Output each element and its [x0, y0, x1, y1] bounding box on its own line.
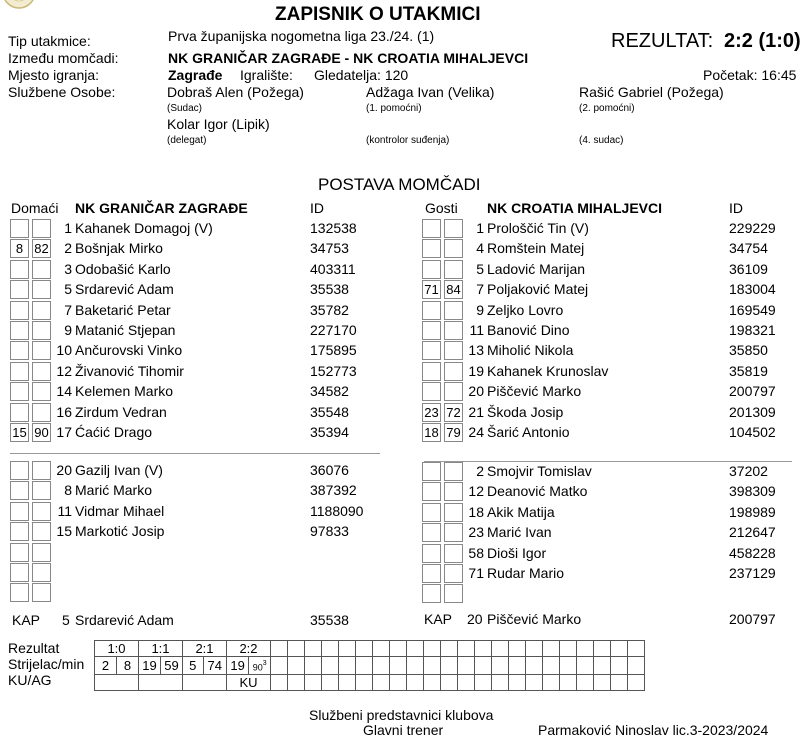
away-starter-player-number: 9: [476, 301, 484, 318]
home-starter-player-id: 35548: [310, 403, 349, 420]
empty-scorer-cell: [475, 657, 492, 675]
scorer-number: 19: [227, 657, 249, 675]
kuag-cell: [183, 675, 227, 691]
pitch-label: Igralište:: [240, 67, 293, 83]
away-starter-sub-minute-in: [422, 382, 441, 401]
empty-kuag-cell: [475, 675, 492, 691]
away-starter-player-name: Šarić Antonio: [487, 424, 570, 440]
empty-kuag-cell: [390, 675, 407, 691]
official-assistant1-name: Adžaga Ivan (Velika): [366, 84, 495, 100]
home-starter-player-number: 12: [56, 362, 72, 379]
away-sub-player-number: 23: [468, 524, 484, 541]
home-sub-player-name: Gazilj Ivan (V): [75, 462, 163, 478]
empty-kuag-cell: [526, 675, 543, 691]
empty-kuag-cell: [305, 675, 322, 691]
away-starter-sub-minute-in: [422, 301, 441, 320]
empty-scorer-cell: [560, 657, 577, 675]
empty-score-cell: [543, 641, 560, 657]
home-captain-name: Srdarević Adam: [75, 612, 174, 628]
home-starter-sub-minute-out: 90: [32, 423, 51, 442]
empty-kuag-cell: [356, 675, 373, 691]
scorer-number: 2: [95, 657, 117, 675]
home-label: Domaći: [11, 200, 59, 216]
away-sub-player-id: 198989: [729, 503, 776, 520]
away-starter-player-number: 21: [468, 403, 484, 420]
away-starter-player-name: Ladović Marijan: [487, 260, 586, 277]
away-starter-player-name: Miholić Nikola: [487, 342, 574, 359]
scorer-minute: [161, 657, 183, 675]
club-representatives-label: Službeni predstavnici klubova: [309, 707, 494, 723]
away-starter-player-id: 36109: [729, 260, 768, 277]
empty-score-cell: [611, 641, 628, 657]
home-sub-player-name: Vidmar Mihael: [75, 502, 165, 519]
away-starter-sub-minute-out: [444, 341, 463, 360]
away-starter-sub-minute-in: [422, 219, 441, 238]
empty-score-cell: [594, 641, 611, 657]
empty-scorer-cell: [424, 657, 441, 675]
spectators: Gledatelja: 120: [314, 67, 409, 83]
home-sub-player-id: 1188090: [310, 502, 364, 519]
away-sub-player-id: 398309: [729, 483, 776, 500]
empty-scorer-cell: [543, 657, 560, 675]
away-sub-player-name: Marić Ivan: [487, 524, 552, 541]
head-coach-label: Glavni trener: [363, 722, 444, 738]
empty-scorer-cell: [407, 657, 424, 675]
kuag-cell: [95, 675, 139, 691]
home-starter-player-name: Bošnjak Mirko: [75, 240, 163, 257]
empty-score-cell: [577, 641, 594, 657]
empty-kuag-cell: [509, 675, 526, 691]
home-captain-number: 5: [62, 612, 70, 628]
scorer-minute: [117, 657, 139, 675]
official-controller-role: (kontrolor suđenja): [366, 135, 450, 146]
away-starter-player-name: Škoda Josip: [487, 403, 564, 420]
empty-score-cell: [458, 641, 475, 657]
empty-kuag-cell: [543, 675, 560, 691]
away-starter-player-name: Piščević Marko: [487, 383, 582, 400]
between-value: NK GRANIČAR ZAGRAĐE - NK CROATIA MIHALJEVCI: [168, 50, 529, 66]
home-captain-label: KAP: [12, 612, 41, 628]
home-sub-player-number: 8: [64, 482, 72, 499]
home-starter-sub-minute-in: 8: [10, 239, 29, 258]
away-sub-player-id: 212647: [729, 524, 776, 541]
empty-kuag-cell: [441, 675, 458, 691]
away-captain-name: Piščević Marko: [487, 611, 582, 627]
away-sub-sub-minute-out: [444, 523, 463, 542]
empty-kuag-cell: [339, 675, 356, 691]
empty-scorer-cell: [577, 657, 594, 675]
home-starter-player-number: 1: [64, 220, 72, 236]
away-starter-row: [0, 238, 807, 258]
away-starter-player-id: 35819: [729, 362, 768, 379]
head-coach-name: Parmaković Ninoslav lic.3-2023/2024: [538, 722, 769, 738]
official-assistant1-role: (1. pomoćni): [366, 103, 422, 114]
away-starter-sub-minute-in: 18: [422, 423, 441, 442]
home-starter-player-id: 35394: [310, 424, 349, 440]
away-sub-sub-minute-out: [444, 564, 463, 583]
stats-scorer-label: Strijelac/min: [8, 656, 85, 672]
away-starter-row: [0, 381, 807, 401]
home-starter-player-number: 10: [56, 342, 72, 359]
kuag-cell: KU: [227, 675, 271, 691]
home-starter-player-name: Zirdum Vedran: [75, 403, 167, 420]
home-sub-player-id: 36076: [310, 462, 349, 478]
home-sub-player-id: 387392: [310, 482, 357, 499]
empty-scorer-cell: [305, 657, 322, 675]
match-type-value: Prva županijska nogometna liga 23./24. (1): [168, 28, 435, 44]
stats-result-label: Rezultat: [8, 640, 60, 656]
empty-score-cell: [305, 641, 322, 657]
away-starter-player-number: 19: [468, 362, 484, 379]
scorer-extra-time: 3: [262, 660, 267, 667]
start-time: Početak: 16:45: [703, 67, 797, 83]
away-starter-sub-minute-in: 71: [422, 280, 441, 299]
empty-scorer-cell: [611, 657, 628, 675]
between-label: Između momčadi:: [8, 50, 119, 66]
away-sub-row: [0, 522, 807, 542]
empty-score-cell: [322, 641, 339, 657]
home-starter-player-id: 152773: [310, 362, 357, 379]
scorer-minute-value: 8: [123, 657, 132, 673]
away-sub-sub-minute-in: [422, 584, 441, 603]
empty-score-cell: [407, 641, 424, 657]
home-team-name: NK GRANIČAR ZAGRAĐE: [75, 200, 248, 216]
home-starter-player-id: 227170: [310, 322, 357, 338]
home-sub-player-name: Markotić Josip: [75, 523, 165, 540]
empty-kuag-cell: [322, 675, 339, 691]
away-starter-player-id: 198321: [729, 322, 776, 338]
score-cell: 1:0: [95, 641, 139, 657]
empty-kuag-cell: [560, 675, 577, 691]
home-sub-player-number: 20: [56, 462, 72, 478]
league-logo-icon: [0, 0, 38, 10]
away-sub-player-id: 458228: [729, 544, 776, 561]
away-starter-row: [0, 361, 807, 381]
home-starter-player-name: Baketarić Petar: [75, 301, 171, 318]
empty-score-cell: [492, 641, 509, 657]
score-cell: 1:1: [139, 641, 183, 657]
away-starter-player-number: 5: [476, 260, 484, 277]
home-starter-player-id: 35782: [310, 301, 349, 318]
away-starter-sub-minute-out: [444, 382, 463, 401]
away-starter-player-id: 104502: [729, 424, 776, 440]
away-starter-row: [0, 402, 807, 422]
away-starter-player-number: 24: [468, 424, 484, 440]
score-cell: 2:2: [227, 641, 271, 657]
away-sub-player-id: 37202: [729, 463, 768, 479]
away-sub-player-number: 58: [468, 544, 484, 561]
empty-scorer-cell: [594, 657, 611, 675]
official-delegate-role: (delegat): [167, 135, 207, 146]
away-starter-sub-minute-in: [422, 239, 441, 258]
empty-kuag-cell: [577, 675, 594, 691]
scorer-minute-value: 90: [252, 662, 263, 673]
home-starter-player-name: Ćaćić Drago: [75, 424, 153, 440]
away-starter-sub-minute-in: [422, 341, 441, 360]
empty-scorer-cell: [390, 657, 407, 675]
away-sub-sub-minute-in: [422, 462, 441, 481]
home-starter-player-name: Kahanek Domagoj (V): [75, 220, 213, 236]
empty-scorer-cell: [628, 657, 645, 675]
away-sub-row: [0, 461, 807, 481]
empty-scorer-cell: [339, 657, 356, 675]
home-starter-player-number: 2: [64, 240, 72, 257]
away-starter-row: [0, 320, 807, 340]
empty-kuag-cell: [373, 675, 390, 691]
away-captain-number: 20: [467, 611, 483, 627]
away-sub-sub-minute-in: [422, 482, 441, 501]
empty-score-cell: [339, 641, 356, 657]
empty-scorer-cell: [441, 657, 458, 675]
away-sub-sub-minute-out: [444, 503, 463, 522]
scorer-minute-value: 74: [207, 657, 222, 673]
home-starter-player-name: Matanić Stjepan: [75, 322, 176, 338]
empty-kuag-cell: [611, 675, 628, 691]
away-sub-sub-minute-out: [444, 544, 463, 563]
empty-kuag-cell: [407, 675, 424, 691]
away-sub-player-number: 12: [468, 483, 484, 500]
away-sub-sub-minute-out: [444, 584, 463, 603]
empty-scorer-cell: [509, 657, 526, 675]
away-starter-row: [0, 279, 807, 299]
home-starter-player-id: 132538: [310, 220, 357, 236]
away-sub-player-number: 71: [468, 565, 484, 581]
home-starter-player-id: 35538: [310, 281, 349, 298]
empty-scorer-cell: [373, 657, 390, 675]
home-sub-player-number: 15: [56, 523, 72, 540]
away-sub-player-name: Deanović Matko: [487, 483, 588, 500]
away-starter-sub-minute-out: 79: [444, 423, 463, 442]
empty-score-cell: [628, 641, 645, 657]
home-starter-player-number: 3: [64, 260, 72, 277]
home-starter-player-number: 7: [64, 301, 72, 318]
away-sub-player-name: Smojvir Tomislav: [487, 463, 592, 479]
home-starter-player-id: 403311: [310, 260, 356, 277]
away-starter-player-name: Prološčić Tin (V): [487, 220, 589, 236]
away-starter-sub-minute-out: [444, 219, 463, 238]
empty-score-cell: [356, 641, 373, 657]
empty-scorer-cell: [526, 657, 543, 675]
home-starter-sub-minute-out: 82: [32, 239, 51, 258]
away-starter-sub-minute-out: 84: [444, 280, 463, 299]
home-captain-id: 35538: [310, 612, 349, 628]
empty-scorer-cell: [492, 657, 509, 675]
away-sub-player-id: 237129: [729, 565, 776, 581]
empty-score-cell: [560, 641, 577, 657]
lineup-section-title: POSTAVA MOMČADI: [318, 175, 481, 194]
home-starter-player-name: Odobašić Karlo: [75, 260, 171, 277]
away-sub-sub-minute-out: [444, 482, 463, 501]
official-referee-name: Dobraš Alen (Požega): [167, 84, 304, 100]
away-starter-sub-minute-in: 23: [422, 403, 441, 422]
venue-label: Mjesto igranja:: [8, 67, 100, 83]
home-starter-player-number: 9: [64, 322, 72, 338]
away-starter-player-name: Zeljko Lovro: [487, 301, 564, 318]
away-starter-sub-minute-out: [444, 321, 463, 340]
away-sub-player-name: Dioši Igor: [487, 544, 547, 561]
empty-score-cell: [526, 641, 543, 657]
empty-score-cell: [390, 641, 407, 657]
empty-score-cell: [509, 641, 526, 657]
away-starter-sub-minute-out: [444, 301, 463, 320]
empty-scorer-cell: [356, 657, 373, 675]
away-starter-player-id: 229229: [729, 220, 776, 236]
kuag-cell: [139, 675, 183, 691]
away-captain-id: 200797: [729, 611, 776, 627]
away-starter-player-id: 35850: [729, 342, 768, 359]
away-starter-player-number: 4: [476, 240, 484, 257]
away-starter-player-number: 7: [476, 281, 484, 298]
away-sub-player-number: 2: [476, 463, 484, 479]
home-starter-player-number: 17: [56, 424, 72, 440]
empty-scorer-cell: [271, 657, 288, 675]
home-starter-sub-minute-in: 15: [10, 423, 29, 442]
home-sub-player-number: 11: [57, 502, 72, 519]
away-starter-player-number: 13: [468, 342, 484, 359]
away-starter-player-id: 200797: [729, 383, 776, 400]
result-label: REZULTAT:: [611, 30, 714, 52]
away-starter-player-name: Romštein Matej: [487, 240, 585, 257]
away-starter-row: [0, 422, 807, 442]
away-starter-player-name: Kahanek Krunoslav: [487, 362, 609, 379]
away-sub-row: [0, 543, 807, 563]
away-starter-player-number: 20: [468, 383, 484, 400]
away-sub-sub-minute-in: [422, 503, 441, 522]
empty-scorer-cell: [322, 657, 339, 675]
empty-score-cell: [475, 641, 492, 657]
scorer-number: 5: [183, 657, 204, 675]
home-starter-player-number: 14: [56, 383, 72, 400]
away-sub-player-number: 18: [468, 503, 484, 520]
venue-value: Zagrađe: [168, 67, 223, 83]
away-starter-player-id: 201309: [729, 403, 776, 420]
away-starter-sub-minute-in: [422, 362, 441, 381]
officials-label: Službene Osobe:: [8, 84, 116, 100]
home-starter-player-name: Živanović Tihomir: [75, 362, 184, 379]
scorer-number: 19: [139, 657, 161, 675]
away-sub-player-name: Akik Matija: [487, 503, 555, 520]
away-starter-player-number: 1: [476, 220, 484, 236]
official-assistant2-role: (2. pomoćni): [579, 103, 635, 114]
scorer-minute-value: 59: [164, 657, 179, 673]
page-title: ZAPISNIK O UTAKMICI: [275, 4, 481, 25]
empty-scorer-cell: [458, 657, 475, 675]
empty-score-cell: [441, 641, 458, 657]
home-sub-player-name: Marić Marko: [75, 482, 153, 499]
away-id-header: ID: [729, 200, 743, 216]
away-starter-player-number: 11: [469, 322, 484, 338]
stats-kuag-label: KU/AG: [8, 672, 52, 688]
away-starter-sub-minute-out: [444, 260, 463, 279]
empty-kuag-cell: [271, 675, 288, 691]
away-starter-player-name: Poljaković Matej: [487, 281, 589, 298]
official-fourth-role: (4. sudac): [579, 135, 624, 146]
away-starter-row: [0, 340, 807, 360]
away-sub-sub-minute-in: [422, 523, 441, 542]
result-value: 2:2 (1:0): [724, 30, 801, 52]
away-sub-sub-minute-in: [422, 544, 441, 563]
away-starter-row: [0, 218, 807, 238]
empty-kuag-cell: [628, 675, 645, 691]
home-divider: [10, 453, 380, 454]
empty-score-cell: [271, 641, 288, 657]
away-starter-sub-minute-out: [444, 362, 463, 381]
home-sub-player-id: 97833: [310, 523, 349, 540]
scorer-minute: [203, 657, 227, 675]
away-starter-row: [0, 300, 807, 320]
away-sub-player-name: Rudar Mario: [487, 565, 565, 581]
away-sub-row: [0, 481, 807, 501]
empty-scorer-cell: [288, 657, 305, 675]
empty-score-cell: [373, 641, 390, 657]
stats-grid: [94, 640, 645, 691]
home-starter-player-name: Srdarević Adam: [75, 281, 174, 298]
away-sub-sub-minute-in: [422, 564, 441, 583]
home-starter-player-id: 175895: [310, 342, 357, 359]
home-starter-player-name: Ančurovski Vinko: [75, 342, 183, 359]
score-cell: 2:1: [183, 641, 227, 657]
official-referee-role: (Sudac): [167, 103, 203, 114]
empty-kuag-cell: [288, 675, 305, 691]
away-starter-player-id: 169549: [729, 301, 776, 318]
away-starter-player-id: 183004: [729, 281, 776, 298]
away-starter-player-id: 34754: [729, 240, 768, 257]
away-starter-player-name: Banović Dino: [487, 322, 570, 338]
away-sub-row: [0, 502, 807, 522]
empty-score-cell: [288, 641, 305, 657]
match-type-label: Tip utakmice:: [8, 33, 91, 49]
empty-score-cell: [424, 641, 441, 657]
away-starter-sub-minute-in: [422, 260, 441, 279]
home-starter-player-id: 34582: [310, 383, 349, 400]
away-sub-row: [0, 563, 807, 583]
away-sub-row: [0, 583, 807, 603]
away-team-name: NK CROATIA MIHALJEVCI: [487, 200, 662, 216]
away-starter-sub-minute-out: [444, 239, 463, 258]
empty-kuag-cell: [424, 675, 441, 691]
official-delegate-name: Kolar Igor (Lipik): [167, 116, 270, 132]
away-starter-sub-minute-in: [422, 321, 441, 340]
home-starter-player-number: 16: [56, 403, 72, 420]
home-id-header: ID: [310, 200, 324, 216]
away-label: Gosti: [425, 200, 458, 216]
home-starter-player-id: 34753: [310, 240, 349, 257]
away-captain-label: KAP: [424, 611, 453, 627]
away-sub-sub-minute-out: [444, 462, 463, 481]
home-starter-player-number: 5: [64, 281, 72, 298]
empty-kuag-cell: [458, 675, 475, 691]
empty-kuag-cell: [594, 675, 611, 691]
scorer-minute: [249, 657, 271, 675]
empty-kuag-cell: [492, 675, 509, 691]
away-starter-row: [0, 259, 807, 279]
official-assistant2-name: Rašić Gabriel (Požega): [579, 84, 724, 100]
home-starter-player-name: Kelemen Marko: [75, 383, 174, 400]
away-starter-sub-minute-out: 72: [444, 403, 463, 422]
